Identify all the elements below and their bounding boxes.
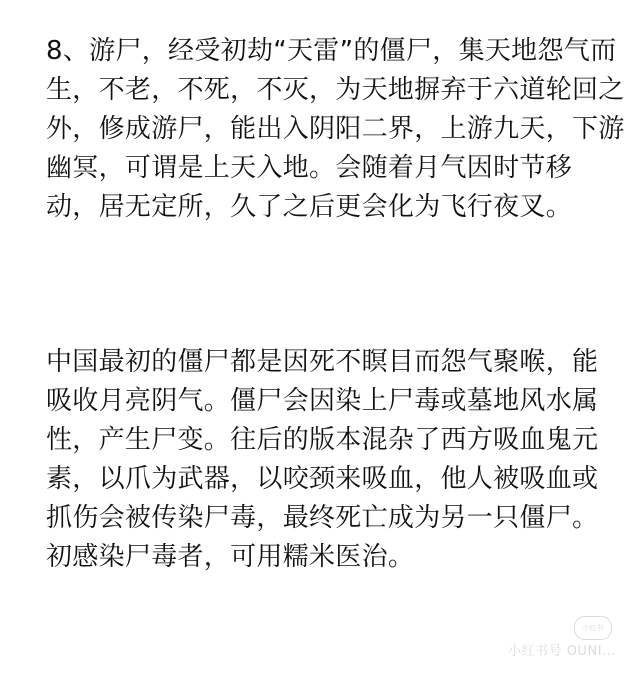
watermark <box>470 612 620 662</box>
text-line: 动，居无定所，久了之后更会化为飞行夜叉。 <box>46 192 573 222</box>
text-line: 幽冥，可谓是上天入地。会随着月气因时节移 <box>46 153 573 183</box>
paragraph-youshi <box>46 32 625 227</box>
text-line: 生，不老，不死，不灭，为天地摒弃于六道轮回之 <box>46 75 625 105</box>
text-line: 外，修成游尸，能出入阴阳二界，上游九天，下游 <box>46 114 625 144</box>
watermark-text: 小红书号 OUNI... <box>508 644 616 659</box>
text-line: 吸收月亮阴气。僵尸会因染上尸毒或墓地风水属 <box>46 386 599 416</box>
text-line: 性，产生尸变。往后的版本混杂了西方吸血鬼元 <box>46 425 599 455</box>
text-line: 素，以爪为武器，以咬颈来吸血，他人被吸血或 <box>46 464 599 494</box>
text-line: 抓伤会被传染尸毒，最终死亡成为另一只僵尸。 <box>46 503 599 533</box>
watermark-logo-icon: 小红书 <box>574 616 612 640</box>
text-line: 初感染尸毒者，可用糯米医治。 <box>46 542 415 572</box>
paragraph-zombie-origin <box>46 343 598 577</box>
text-line: 中国最初的僵尸都是因死不瞑目而怨气聚喉，能 <box>46 347 599 377</box>
text-line: 8、游尸，经受初劫“天雷”的僵尸，集天地怨气而 <box>46 36 617 66</box>
